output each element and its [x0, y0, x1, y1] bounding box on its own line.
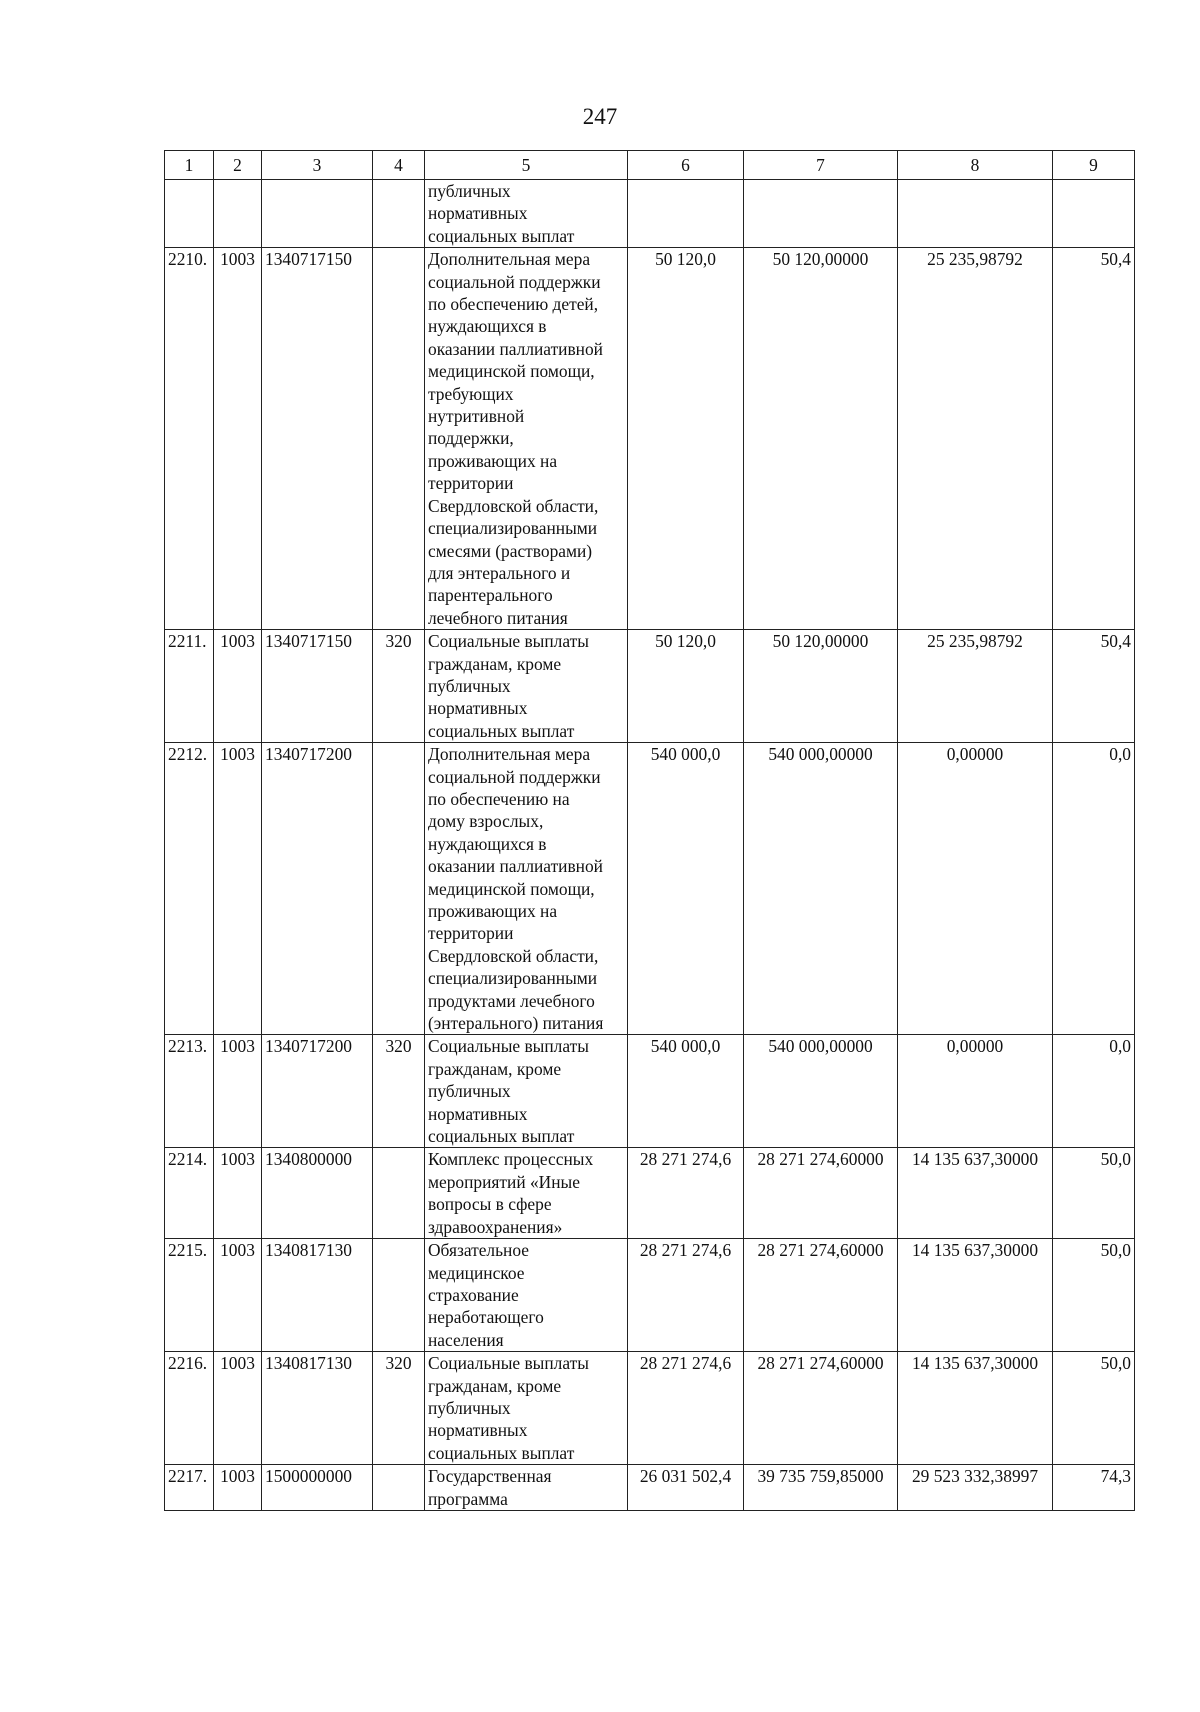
execution-percent-cell: 50,4 — [1053, 248, 1135, 630]
item-name-line: для энтерального и — [428, 562, 571, 583]
approved-amount-cell: 540 000,0 — [628, 743, 744, 1035]
item-name-line: Свердловской области, — [428, 945, 599, 966]
adjusted-amount-cell — [744, 180, 898, 248]
item-name-line: мероприятий «Иные — [428, 1171, 580, 1192]
item-name-line: нуждающихся в — [428, 833, 547, 854]
approved-amount-cell: 28 271 274,6 — [628, 1148, 744, 1239]
table-body — [165, 180, 1135, 1511]
row-number-cell — [165, 180, 214, 248]
row-number-cell: 2213. — [165, 1035, 214, 1148]
approved-amount-cell: 50 120,0 — [628, 630, 744, 743]
page-number: 247 — [582, 104, 618, 129]
adjusted-amount-cell: 28 271 274,60000 — [744, 1352, 898, 1465]
item-name-line: страхование — [428, 1284, 519, 1305]
item-name-line: специализированными — [428, 518, 598, 539]
item-name-line: социальной поддержки — [428, 766, 601, 787]
item-name-line: лечебного питания — [428, 607, 568, 628]
table-row — [165, 743, 1135, 1035]
column-header: 6 — [628, 151, 744, 180]
item-name-line: Социальные выплаты — [428, 631, 589, 652]
executed-amount-cell: 14 135 637,30000 — [898, 1239, 1053, 1352]
target-item-code-cell: 1500000000 — [262, 1465, 373, 1511]
execution-percent-cell: 50,4 — [1053, 630, 1135, 743]
executed-amount-cell: 29 523 332,38997 — [898, 1465, 1053, 1511]
section-code-cell: 1003 — [214, 1148, 262, 1239]
item-name-cell — [425, 180, 628, 248]
item-name-line: продуктами лечебного — [428, 990, 595, 1011]
item-name-line: по обеспечению детей, — [428, 294, 599, 315]
section-code-cell: 1003 — [214, 1035, 262, 1148]
table-row — [165, 1352, 1135, 1465]
item-name-line: медицинской помощи, — [428, 361, 595, 382]
executed-amount-cell: 0,00000 — [898, 1035, 1053, 1148]
execution-percent-cell: 74,3 — [1053, 1465, 1135, 1511]
expense-type-code-cell: 320 — [373, 1352, 425, 1465]
item-name-line: Дополнительная мера — [428, 744, 591, 765]
column-number-row — [165, 151, 1135, 180]
item-name-line: поддержки, — [428, 428, 514, 449]
item-name-line: Государственная — [428, 1466, 552, 1487]
item-name-cell — [425, 743, 628, 1035]
item-name-line: публичных — [428, 1081, 511, 1102]
item-name-line: Социальные выплаты — [428, 1353, 589, 1374]
column-header: 7 — [744, 151, 898, 180]
item-name-line: публичных — [428, 1397, 511, 1418]
item-name-line: дому взрослых, — [428, 811, 544, 832]
adjusted-amount-cell: 28 271 274,60000 — [744, 1148, 898, 1239]
adjusted-amount-cell: 50 120,00000 — [744, 630, 898, 743]
column-header: 3 — [262, 151, 373, 180]
item-name-line: публичных — [428, 675, 511, 696]
executed-amount-cell — [898, 180, 1053, 248]
row-number-cell: 2211. — [165, 630, 214, 743]
item-name-line: Комплекс процессных — [428, 1149, 594, 1170]
expense-type-code-cell: 320 — [373, 630, 425, 743]
target-item-code-cell: 1340717150 — [262, 248, 373, 630]
approved-amount-cell: 50 120,0 — [628, 248, 744, 630]
execution-percent-cell: 0,0 — [1053, 743, 1135, 1035]
target-item-code-cell — [262, 180, 373, 248]
target-item-code-cell: 1340817130 — [262, 1239, 373, 1352]
item-name-cell — [425, 1035, 628, 1148]
row-number-cell: 2212. — [165, 743, 214, 1035]
adjusted-amount-cell: 39 735 759,85000 — [744, 1465, 898, 1511]
table-row — [165, 1035, 1135, 1148]
target-item-code-cell: 1340717200 — [262, 743, 373, 1035]
execution-percent-cell: 50,0 — [1053, 1239, 1135, 1352]
approved-amount-cell: 26 031 502,4 — [628, 1465, 744, 1511]
item-name-line: социальных выплат — [428, 1442, 575, 1463]
executed-amount-cell: 14 135 637,30000 — [898, 1148, 1053, 1239]
item-name-line: медицинское — [428, 1262, 525, 1283]
execution-percent-cell: 50,0 — [1053, 1352, 1135, 1465]
item-name-line: территории — [428, 923, 514, 944]
target-item-code-cell: 1340800000 — [262, 1148, 373, 1239]
section-code-cell: 1003 — [214, 1465, 262, 1511]
section-code-cell: 1003 — [214, 743, 262, 1035]
item-name-line: требующих — [428, 383, 514, 404]
item-name-line: гражданам, кроме — [428, 1375, 562, 1396]
item-name-line: нормативных — [428, 1420, 528, 1441]
item-name-line: территории — [428, 473, 514, 494]
item-name-line: социальных выплат — [428, 225, 575, 246]
item-name-cell — [425, 1465, 628, 1511]
item-name-cell — [425, 1148, 628, 1239]
expense-type-code-cell — [373, 743, 425, 1035]
adjusted-amount-cell: 50 120,00000 — [744, 248, 898, 630]
expense-type-code-cell — [373, 1148, 425, 1239]
expense-type-code-cell — [373, 180, 425, 248]
execution-percent-cell: 50,0 — [1053, 1148, 1135, 1239]
item-name-line: оказании паллиативной — [428, 856, 603, 877]
executed-amount-cell: 25 235,98792 — [898, 630, 1053, 743]
approved-amount-cell — [628, 180, 744, 248]
item-name-line: специализированными — [428, 968, 598, 989]
table-row — [165, 1148, 1135, 1239]
table-row — [165, 248, 1135, 630]
target-item-code-cell: 1340717200 — [262, 1035, 373, 1148]
table-row — [165, 1239, 1135, 1352]
budget-table — [164, 150, 1135, 1511]
column-header: 5 — [425, 151, 628, 180]
item-name-line: гражданам, кроме — [428, 1058, 562, 1079]
item-name-line: вопросы в сфере — [428, 1194, 552, 1215]
column-header: 2 — [214, 151, 262, 180]
row-number-cell: 2215. — [165, 1239, 214, 1352]
target-item-code-cell: 1340817130 — [262, 1352, 373, 1465]
adjusted-amount-cell: 540 000,00000 — [744, 743, 898, 1035]
row-number-cell: 2216. — [165, 1352, 214, 1465]
row-number-cell: 2214. — [165, 1148, 214, 1239]
item-name-line: медицинской помощи, — [428, 878, 595, 899]
item-name-line: населения — [428, 1329, 504, 1350]
column-header: 1 — [165, 151, 214, 180]
approved-amount-cell: 28 271 274,6 — [628, 1239, 744, 1352]
expense-type-code-cell — [373, 248, 425, 630]
table-row — [165, 180, 1135, 248]
item-name-line: Обязательное — [428, 1240, 529, 1261]
item-name-line: гражданам, кроме — [428, 653, 562, 674]
item-name-line: социальной поддержки — [428, 271, 601, 292]
target-item-code-cell: 1340717150 — [262, 630, 373, 743]
item-name-line: нуждающихся в — [428, 316, 547, 337]
item-name-cell — [425, 630, 628, 743]
item-name-cell — [425, 248, 628, 630]
item-name-line: нормативных — [428, 1103, 528, 1124]
section-code-cell: 1003 — [214, 630, 262, 743]
executed-amount-cell: 25 235,98792 — [898, 248, 1053, 630]
table-row — [165, 630, 1135, 743]
item-name-line: смесями (растворами) — [428, 540, 593, 561]
item-name-line: неработающего — [428, 1307, 544, 1328]
item-name-line: проживающих на — [428, 450, 558, 471]
item-name-line: публичных — [428, 181, 511, 201]
item-name-cell — [425, 1352, 628, 1465]
section-code-cell: 1003 — [214, 1239, 262, 1352]
section-code-cell — [214, 180, 262, 248]
column-header: 8 — [898, 151, 1053, 180]
section-code-cell: 1003 — [214, 1352, 262, 1465]
row-number-cell: 2217. — [165, 1465, 214, 1511]
item-name-line: нормативных — [428, 698, 528, 719]
table-row — [165, 1465, 1135, 1511]
column-header: 4 — [373, 151, 425, 180]
adjusted-amount-cell: 28 271 274,60000 — [744, 1239, 898, 1352]
item-name-line: социальных выплат — [428, 1126, 575, 1147]
approved-amount-cell: 28 271 274,6 — [628, 1352, 744, 1465]
item-name-line: оказании паллиативной — [428, 338, 603, 359]
approved-amount-cell: 540 000,0 — [628, 1035, 744, 1148]
item-name-cell — [425, 1239, 628, 1352]
item-name-line: социальных выплат — [428, 720, 575, 741]
item-name-line: нутритивной — [428, 406, 525, 427]
execution-percent-cell — [1053, 180, 1135, 248]
execution-percent-cell: 0,0 — [1053, 1035, 1135, 1148]
column-header: 9 — [1053, 151, 1135, 180]
adjusted-amount-cell: 540 000,00000 — [744, 1035, 898, 1148]
expense-type-code-cell — [373, 1239, 425, 1352]
section-code-cell: 1003 — [214, 248, 262, 630]
item-name-line: здравоохранения» — [428, 1216, 563, 1237]
item-name-line: программа — [428, 1488, 508, 1509]
item-name-line: проживающих на — [428, 901, 558, 921]
item-name-line: Свердловской области, — [428, 495, 599, 516]
item-name-line: парентерального — [428, 585, 553, 606]
item-name-line: Социальные выплаты — [428, 1036, 589, 1057]
row-number-cell: 2210. — [165, 248, 214, 630]
item-name-line: (энтерального) питания — [428, 1013, 604, 1034]
item-name-line: нормативных — [428, 203, 528, 224]
executed-amount-cell: 14 135 637,30000 — [898, 1352, 1053, 1465]
expense-type-code-cell: 320 — [373, 1035, 425, 1148]
item-name-line: Дополнительная мера — [428, 249, 591, 270]
executed-amount-cell: 0,00000 — [898, 743, 1053, 1035]
expense-type-code-cell — [373, 1465, 425, 1511]
item-name-line: по обеспечению на — [428, 788, 570, 809]
